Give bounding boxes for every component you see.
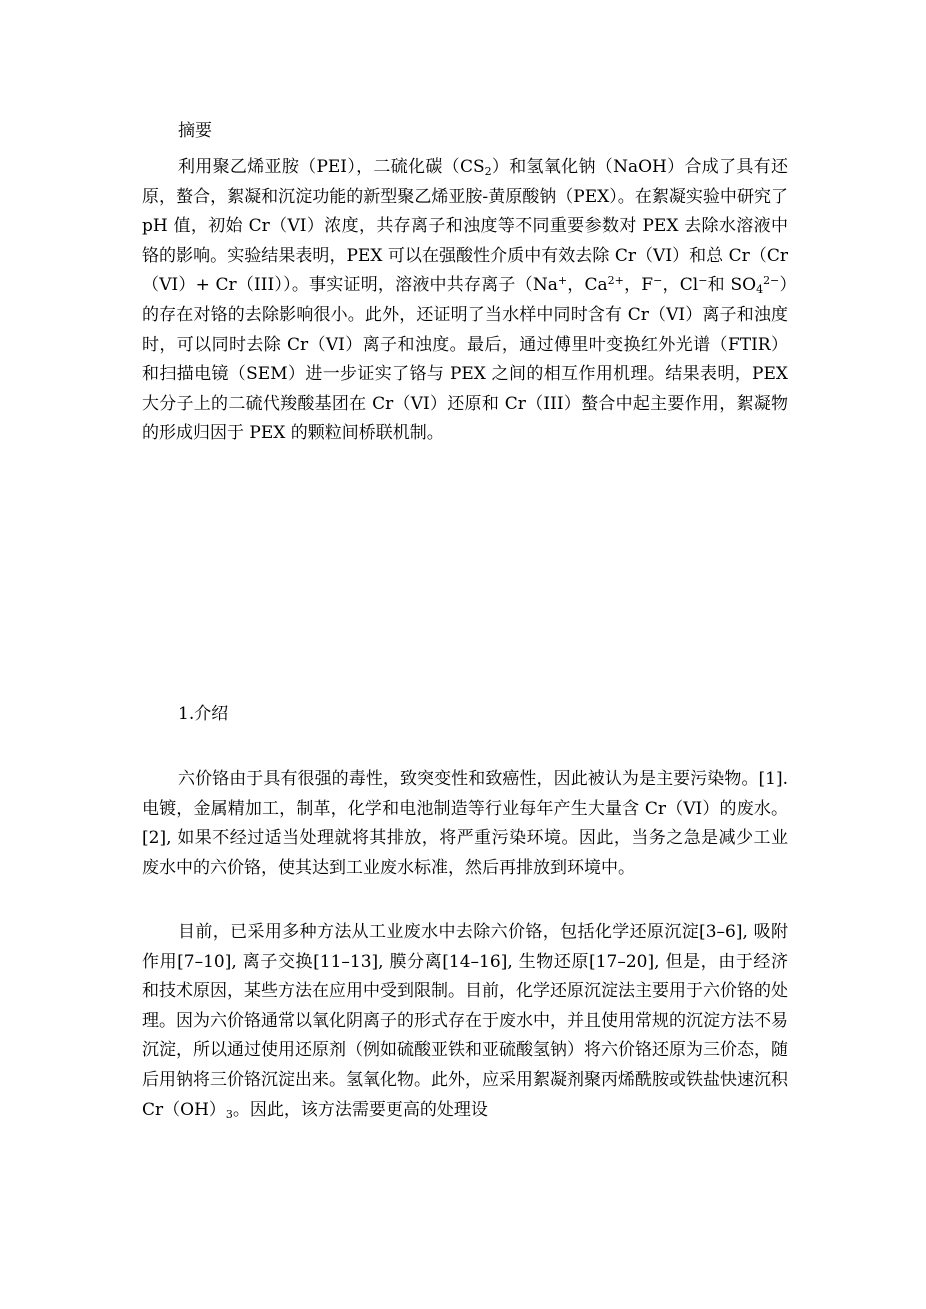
superscript: 2+	[607, 274, 624, 288]
abstract-text: ）和氢氧化钠（NaOH）合成了具有还原，螯合，絮凝和沉淀功能的新型聚乙烯亚胺-黄原酸钠（PEX）。在絮凝实验中研究了 pH 值，初始 Cr（VI）浓度，共存离子和浊度等不同重要参数对 PEX 去除水溶液中铬的影响。实验结果表明，PEX 可以在强酸性介质中有效去除 Cr（VI）和总 Cr（Cr（VI）+ Cr（III））。事实证明，溶液中共存离子（Na	[142, 157, 788, 296]
subscript: 4	[756, 283, 764, 297]
introduction-heading: 1.介绍	[178, 704, 229, 724]
subscript: 2	[484, 165, 492, 178]
abstract-text: ，F	[623, 275, 654, 296]
abstract-paragraph	[142, 153, 788, 449]
superscript: −	[698, 274, 708, 288]
subscript: 3	[225, 1107, 233, 1121]
abstract-text: ，Cl	[662, 275, 699, 296]
introduction-paragraph-2	[142, 918, 788, 1125]
abstract-text: 和 SO	[707, 275, 757, 296]
introduction-text: 。因此，该方法需要更高的处理设	[232, 1099, 488, 1120]
superscript: +	[557, 274, 568, 288]
superscript: 2−	[763, 274, 780, 288]
abstract-text: 利用聚乙烯亚胺（PEI），二硫化碳（CS	[178, 157, 485, 177]
abstract-heading: 摘要	[178, 121, 212, 141]
abstract-text: ，Ca	[567, 275, 608, 296]
introduction-text: 目前，已采用多种方法从工业废水中去除六价铬，包括化学还原沉淀[3–6], 吸附作用[7–10], 离子交换[11–13], 膜分离[14–16], 生物还原[17–20], 但是，由于经济和技术原因，某些方法在应用中受到限制。目前，化学还原沉淀法主要用于六价铬的处理。因为六价铬通常以氧化阴离子的形式存在于废水中，并且使用常规的沉淀方法不易沉淀，所以通过使用还原剂（例如硫酸亚铁和亚硫酸氢钠）将六价铬还原为三价态，随后用钠将三价铬沉淀出来。氢氧化物。此外，应采用絮凝剂聚丙烯酰胺或铁盐快速沉积 Cr（OH）	[142, 922, 788, 1120]
introduction-paragraph-1: 六价铬由于具有很强的毒性，致突变性和致癌性，因此被认为是主要污染物。[1]. 电镀，金属精加工，制革，化学和电池制造等行业每年产生大量含 Cr（VI）的废水。[2], 如果不经过适当处理就将其排放，将严重污染环境。因此，当务之急是减少工业废水中的六价铬，使其达到工业废水标准，然后再排放到环境中。	[142, 769, 788, 878]
abstract-text: ）的存在对铬的去除影响很小。此外，还证明了当水样中同时含有 Cr（VI）离子和浊度时，可以同时去除 Cr（VI）离子和浊度。最后，通过傅里叶变换红外光谱（FTIR）和扫描电镜（SEM）进一步证实了铬与 PEX 之间的相互作用机理。结果表明，PEX 大分子上的二硫代羧酸基团在 Cr（VI）还原和 Cr（III）螯合中起主要作用，絮凝物的形成归因于 PEX 的颗粒间桥联机制。	[142, 275, 788, 444]
superscript: −	[653, 274, 663, 288]
